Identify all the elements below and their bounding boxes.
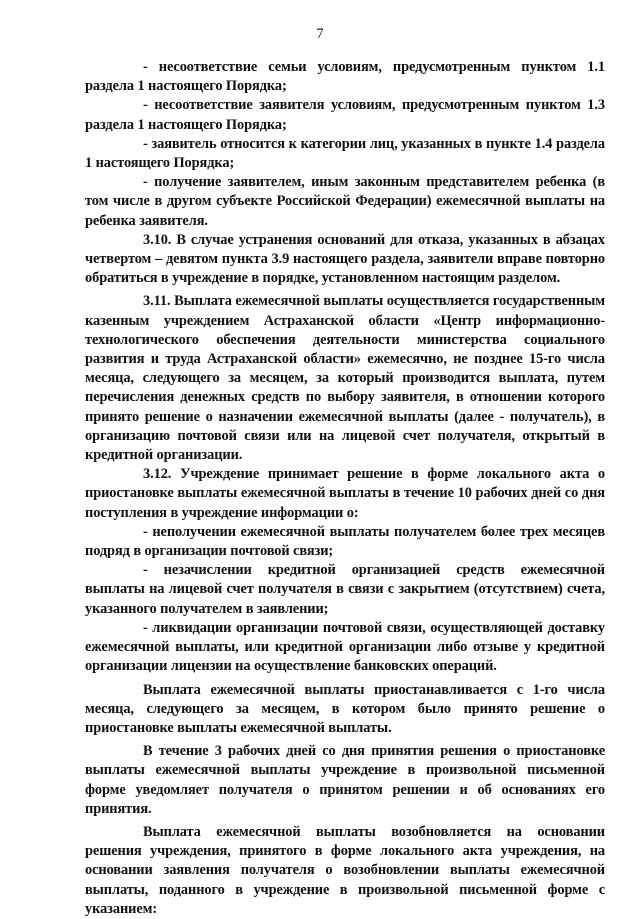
paragraph-suspension-start: Выплата ежемесячной выплаты приостанавливается с 1-го числа месяца, следующего за месяцем, в котором было принято решение о приостановке выплаты ежемесячной выплаты.	[85, 681, 605, 736]
paragraph-notification: В течение 3 рабочих дней со дня принятия решения о приостановке выплаты ежемесячной выплаты учреждение в произвольной письменной форме уведомляет получателя о принятом решении и об основаниях его принятия.	[85, 743, 605, 817]
paragraph-3-10: 3.10. В случае устранения оснований для отказа, указанных в абзацах четвертом – девятом пункта 3.9 настоящего раздела, заявители вправе повторно обратиться в учреждение в порядке, установленном настоящим разделом.	[85, 231, 605, 287]
paragraph-non-crediting: - незачислении кредитной организацией средств ежемесячной выплаты на лицевой счет получателя в связи с закрытием (отсутствием) счета, указанного получателем в заявлении;	[85, 562, 605, 617]
paragraph-liquidation: - ликвидации организации почтовой связи, осуществляющей доставку ежемесячной выплаты, или кредитной организации либо отзыве у кредитной организации лицензии на осуществление банковских операций.	[85, 619, 605, 675]
paragraph-resumption: Выплата ежемесячной выплаты возобновляется на основании решения учреждения, принятого в форме локального акта учреждения, на основании заявления получателя о возобновлении выплаты ежемесячной выплаты, поданного в учреждение в произвольной письменной форме с указанием:	[85, 823, 605, 917]
paragraph-other-region-payment: - получение заявителем, иным законным представителем ребенка (в том числе в другом субъекте Российской Федерации) ежемесячной выплаты на ребенка заявителя.	[85, 174, 605, 229]
paragraph-applicant-category: - заявитель относится к категории лиц, указанных в пункте 1.4 раздела 1 настоящего Порядка;	[85, 135, 605, 172]
paragraph-applicant-mismatch: - несоответствие заявителя условиям, предусмотренным пунктом 1.3 раздела 1 настоящего Порядка;	[85, 97, 605, 133]
paragraph-family-mismatch: - несоответствие семьи условиям, предусмотренным пунктом 1.1 раздела 1 настоящего Порядка;	[85, 59, 605, 95]
paragraph-3-11: 3.11. Выплата ежемесячной выплаты осуществляется государственным казенным учреждением Астраханской области «Центр информационно-технологического обеспечения деятельности министерства социального развития и труда Астраханской области» ежемесячно, не позднее 15-го числа месяца, следующего за месяцем, за который производится выплата, путем перечисления денежных средств по выбору заявителя, в отношении которого принято решение о назначении ежемесячной выплаты (далее - получатель), в организацию почтовой связи или на лицевой счет получателя, открытый в кредитной организации.	[85, 293, 605, 464]
paragraph-3-12: 3.12. Учреждение принимает решение в форме локального акта о приостановке выплаты ежемесячной выплаты в течение 10 рабочих дней со дня поступления в учреждение информации о:	[85, 466, 605, 521]
paragraph-non-receipt: - неполучении ежемесячной выплаты получателем более трех месяцев подряд в организации почтовой связи;	[85, 523, 605, 560]
document-body	[85, 58, 605, 919]
page-number: 7	[316, 26, 324, 42]
